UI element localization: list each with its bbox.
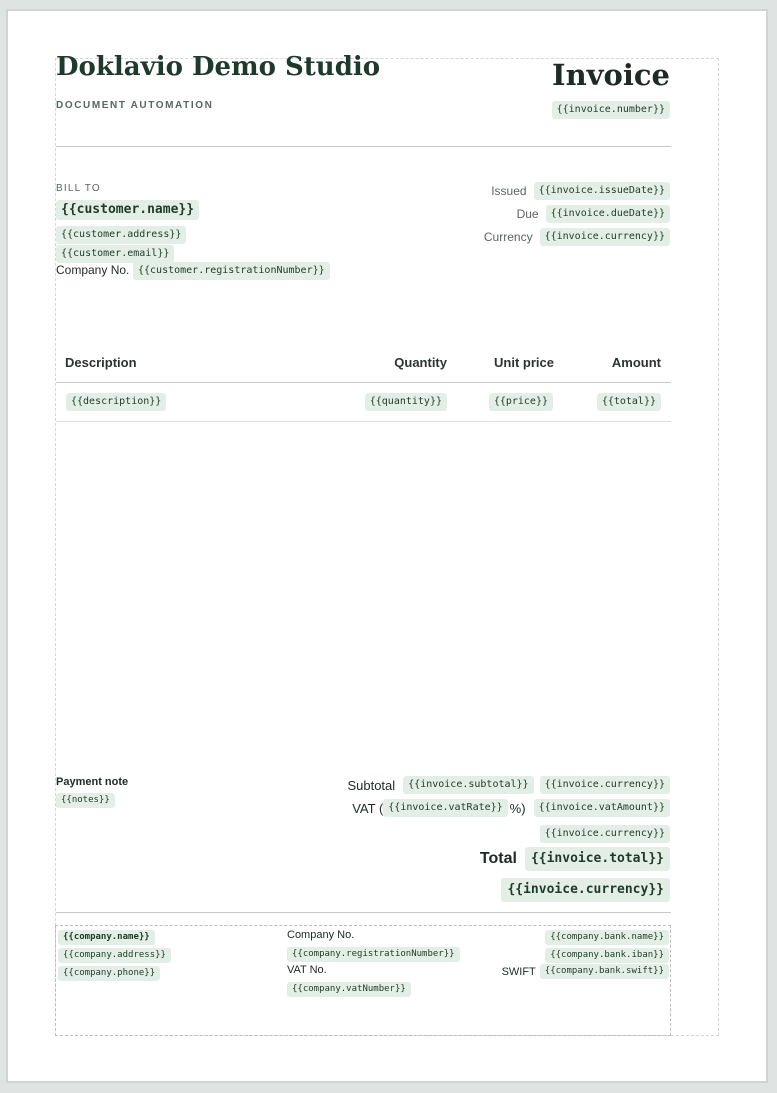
currency-placeholder: {{invoice.currency}} — [540, 228, 670, 246]
issue-date-placeholder: {{invoice.issueDate}} — [534, 182, 670, 200]
footer-company-no-label: Company No. — [287, 929, 355, 941]
total-placeholder: {{invoice.total}} — [525, 847, 670, 871]
column-header-description: Description — [65, 355, 137, 370]
footer-company-name-placeholder: {{company.name}} — [58, 930, 155, 945]
line-item-quantity-placeholder: {{quantity}} — [365, 393, 447, 411]
total-currency-placeholder: {{invoice.currency}} — [501, 878, 670, 902]
customer-company-no-placeholder: {{customer.registrationNumber}} — [133, 262, 330, 280]
customer-company-no-label: Company No. — [56, 263, 130, 277]
subtotal-row — [347, 776, 670, 794]
subtotal-label: Subtotal — [347, 777, 396, 793]
notes-placeholder: {{notes}} — [56, 793, 115, 808]
footer-company-no-placeholder: {{company.registrationNumber}} — [287, 947, 460, 962]
vat-currency-placeholder: {{invoice.currency}} — [540, 825, 670, 843]
currency-label: Currency — [483, 230, 533, 244]
vat-percent-label: %) — [509, 800, 526, 816]
customer-address-placeholder: {{customer.address}} — [56, 226, 186, 244]
footer-bank-swift-placeholder: {{company.bank.swift}} — [540, 964, 669, 979]
vat-amount-placeholder: {{invoice.vatAmount}} — [534, 799, 670, 817]
company-tagline: DOCUMENT AUTOMATION — [56, 100, 214, 111]
footer-bank-name-placeholder: {{company.bank.name}} — [545, 930, 669, 945]
payment-note-label: Payment note — [56, 776, 129, 788]
subtotal-placeholder: {{invoice.subtotal}} — [403, 776, 533, 794]
footer-vat-no-label: VAT No. — [287, 964, 327, 976]
footer-vat-no-placeholder: {{company.vatNumber}} — [287, 982, 411, 997]
column-header-amount: Amount — [611, 355, 661, 370]
header-divider — [56, 146, 671, 147]
total-label: Total — [479, 850, 517, 867]
line-item-total-placeholder: {{total}} — [597, 393, 661, 411]
column-header-unit-price: Unit price — [494, 355, 554, 370]
company-title: Doklavio Demo Studio — [56, 52, 381, 82]
footer-company-phone-placeholder: {{company.phone}} — [58, 966, 160, 981]
customer-email-placeholder: {{customer.email}} — [56, 245, 174, 263]
line-item-price-placeholder: {{price}} — [489, 393, 553, 411]
due-date-placeholder: {{invoice.dueDate}} — [546, 205, 670, 223]
issued-label: Issued — [491, 184, 527, 198]
table-header-divider — [56, 382, 671, 383]
subtotal-currency-placeholder: {{invoice.currency}} — [540, 776, 670, 794]
footer-company-address-placeholder: {{company.address}} — [58, 948, 171, 963]
total-row — [480, 847, 670, 871]
due-row — [517, 205, 670, 223]
footer-swift-label: SWIFT — [501, 965, 536, 978]
vat-label: VAT ( — [352, 800, 384, 816]
document-title: Invoice — [552, 58, 670, 92]
line-item-description-placeholder: {{description}} — [66, 393, 166, 411]
invoice-page — [6, 9, 768, 1083]
invoice-number-placeholder: {{invoice.number}} — [552, 101, 670, 119]
footer-bank-iban-placeholder: {{company.bank.iban}} — [545, 948, 669, 963]
footer-swift-row — [502, 964, 669, 979]
customer-name-placeholder: {{customer.name}} — [56, 200, 199, 220]
due-label: Due — [516, 207, 539, 221]
vat-rate-placeholder: {{invoice.vatRate}} — [383, 799, 507, 817]
currency-row — [484, 228, 670, 246]
vat-row — [352, 799, 670, 817]
summary-divider — [56, 912, 671, 913]
table-row-divider — [56, 421, 671, 422]
column-header-quantity: Quantity — [394, 355, 447, 370]
issued-row — [491, 182, 670, 200]
bill-to-label: BILL TO — [56, 183, 101, 194]
